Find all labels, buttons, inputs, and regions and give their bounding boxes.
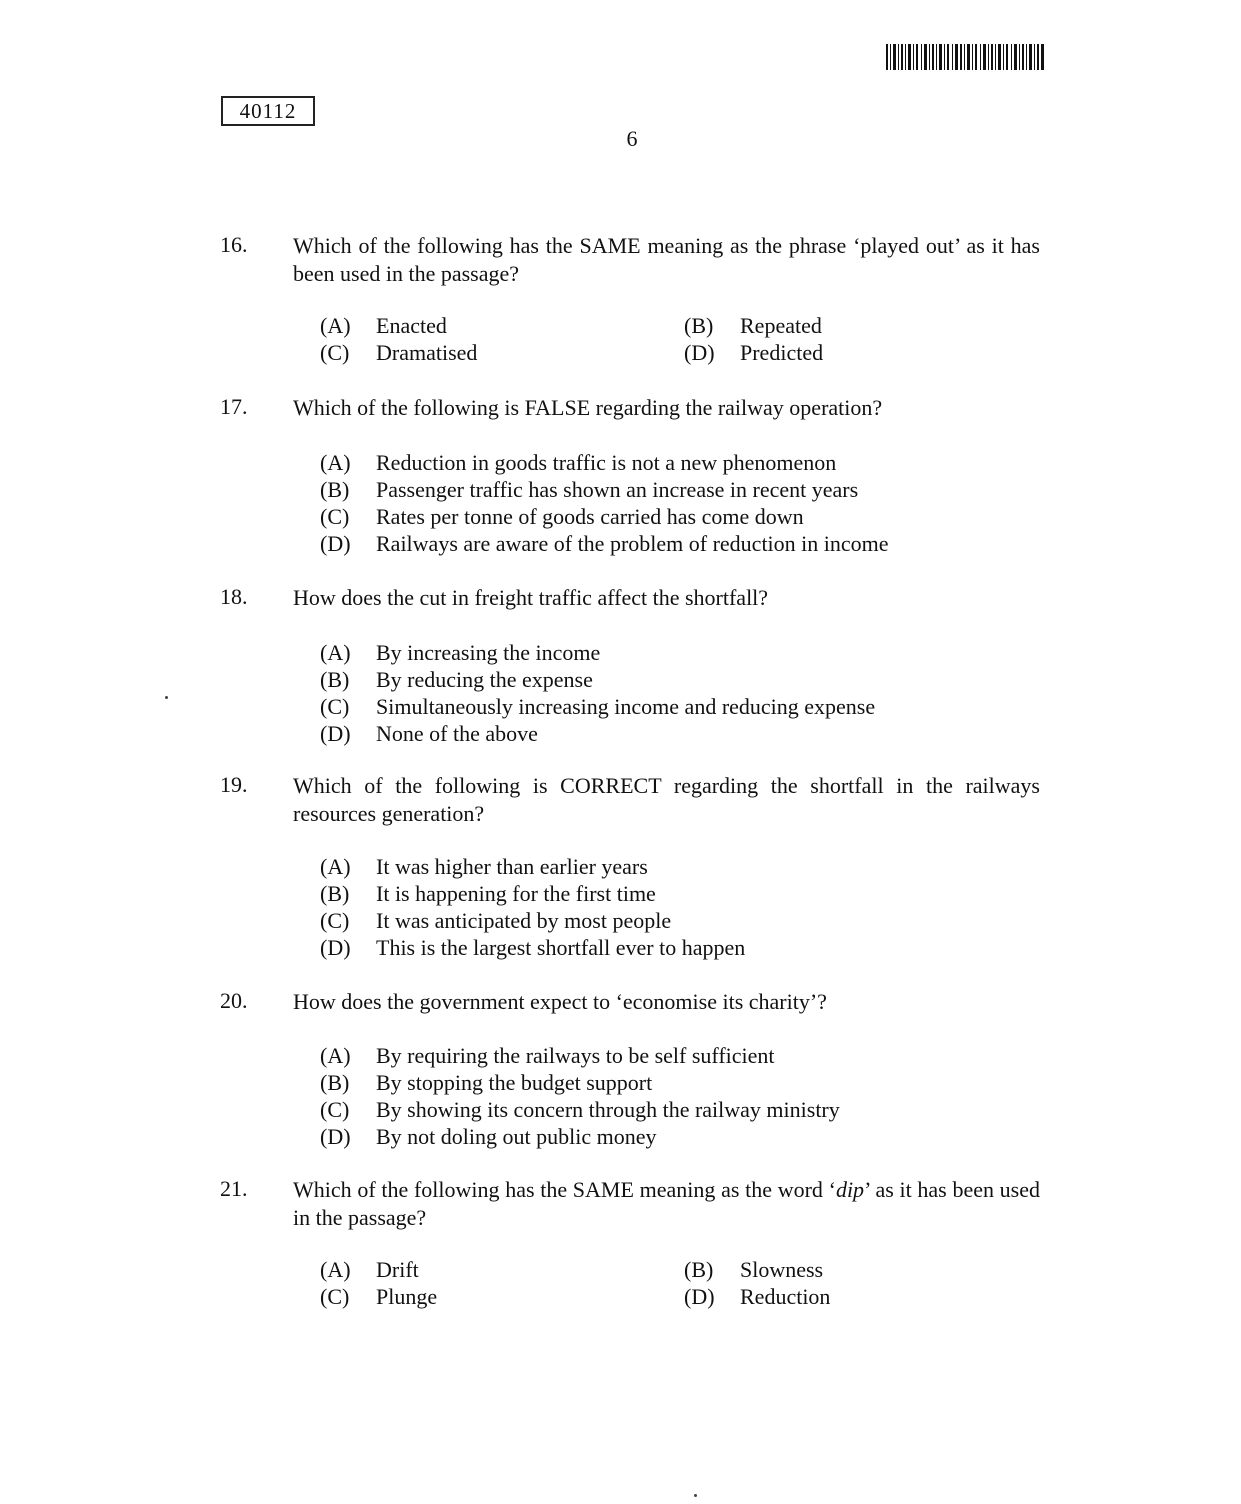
option-text: Drift	[376, 1257, 419, 1282]
option-label: (A)	[320, 1257, 351, 1282]
option-label: (B)	[684, 313, 714, 338]
option-text: Reduction in goods traffic is not a new phenomenon	[376, 450, 837, 475]
option-label: (B)	[320, 881, 350, 906]
scan-speck	[694, 1494, 697, 1497]
option-text: Repeated	[740, 313, 822, 338]
option-label: (B)	[684, 1257, 714, 1282]
question-number: 16.	[220, 232, 248, 257]
option-label: (D)	[320, 1124, 351, 1149]
option-text: This is the largest shortfall ever to happen	[376, 935, 746, 960]
question-text: Which of the following is FALSE regarding the railway operation?	[293, 395, 883, 420]
question-19	[220, 772, 1040, 961]
option-text: Simultaneously increasing income and reducing expense	[376, 694, 876, 719]
options	[220, 312, 1040, 366]
page-number: 6	[626, 126, 638, 151]
question-number: 17.	[220, 394, 248, 419]
options	[220, 1256, 1040, 1310]
option-label: (C)	[320, 504, 350, 529]
question-20	[220, 988, 1040, 1150]
option-label: (A)	[320, 313, 351, 338]
option-text: By reducing the expense	[376, 667, 593, 692]
option-text: By increasing the income	[376, 640, 601, 665]
question-number: 20.	[220, 988, 248, 1013]
question-text: Which of the following has the SAME meaning as the phrase ‘played out’ as it has been used in the passage?	[293, 233, 1040, 286]
options	[220, 853, 1040, 961]
option-label: (C)	[320, 340, 350, 365]
option-label: (B)	[320, 1070, 350, 1095]
option-text: Enacted	[376, 313, 447, 338]
option-label: (D)	[684, 340, 715, 365]
option-text: Slowness	[740, 1257, 824, 1282]
question-text: How does the government expect to ‘economise its charity’?	[293, 989, 827, 1014]
option-text: By not doling out public money	[376, 1124, 657, 1149]
option-text: Reduction	[740, 1284, 831, 1309]
options	[220, 449, 1040, 557]
option-text: It was higher than earlier years	[376, 854, 648, 879]
question-text-part: Which of the following has the SAME meaning as the word ‘	[293, 1177, 836, 1202]
options	[220, 1042, 1040, 1150]
option-label: (A)	[320, 854, 351, 879]
option-text: Plunge	[376, 1284, 438, 1309]
question-17	[220, 394, 1040, 557]
question-16	[220, 232, 1040, 366]
option-label: (C)	[320, 1097, 350, 1122]
question-text-part: ’ as it has been used in the passage?	[293, 1177, 1040, 1230]
option-label: (C)	[320, 694, 350, 719]
question-number: 19.	[220, 772, 248, 797]
option-text: By stopping the budget support	[376, 1070, 653, 1095]
option-label: (B)	[320, 477, 350, 502]
option-label: (A)	[320, 1043, 351, 1068]
options	[220, 639, 1040, 747]
option-text: Passenger traffic has shown an increase in recent years	[376, 477, 859, 502]
scan-speck	[165, 696, 168, 699]
option-label: (A)	[320, 640, 351, 665]
question-text: How does the cut in freight traffic affect the shortfall?	[293, 585, 769, 610]
option-label: (D)	[320, 721, 351, 746]
option-label: (C)	[320, 908, 350, 933]
option-label: (D)	[320, 935, 351, 960]
question-text-italic: dip	[835, 1177, 865, 1202]
option-text: By showing its concern through the railway ministry	[376, 1097, 840, 1122]
option-text: Dramatised	[376, 340, 478, 365]
option-label: (D)	[320, 531, 351, 556]
paper-code: 40112	[221, 96, 315, 126]
option-text: Railways are aware of the problem of reduction in income	[376, 531, 889, 556]
question-18	[220, 584, 1040, 747]
option-label: (D)	[684, 1284, 715, 1309]
option-text: Predicted	[740, 340, 824, 365]
question-21	[220, 1176, 1040, 1310]
option-text: None of the above	[376, 721, 538, 746]
barcode	[886, 44, 1044, 70]
option-text: It is happening for the first time	[376, 881, 656, 906]
option-text: It was anticipated by most people	[376, 908, 672, 933]
option-label: (B)	[320, 667, 350, 692]
option-label: (C)	[320, 1284, 350, 1309]
question-text: Which of the following is CORRECT regarding the shortfall in the railways resources generation?	[293, 773, 1040, 826]
question-text	[293, 1176, 1040, 1232]
question-number: 21.	[220, 1176, 248, 1201]
option-text: By requiring the railways to be self sufficient	[376, 1043, 775, 1068]
option-text: Rates per tonne of goods carried has come down	[376, 504, 804, 529]
option-label: (A)	[320, 450, 351, 475]
question-number: 18.	[220, 584, 248, 609]
